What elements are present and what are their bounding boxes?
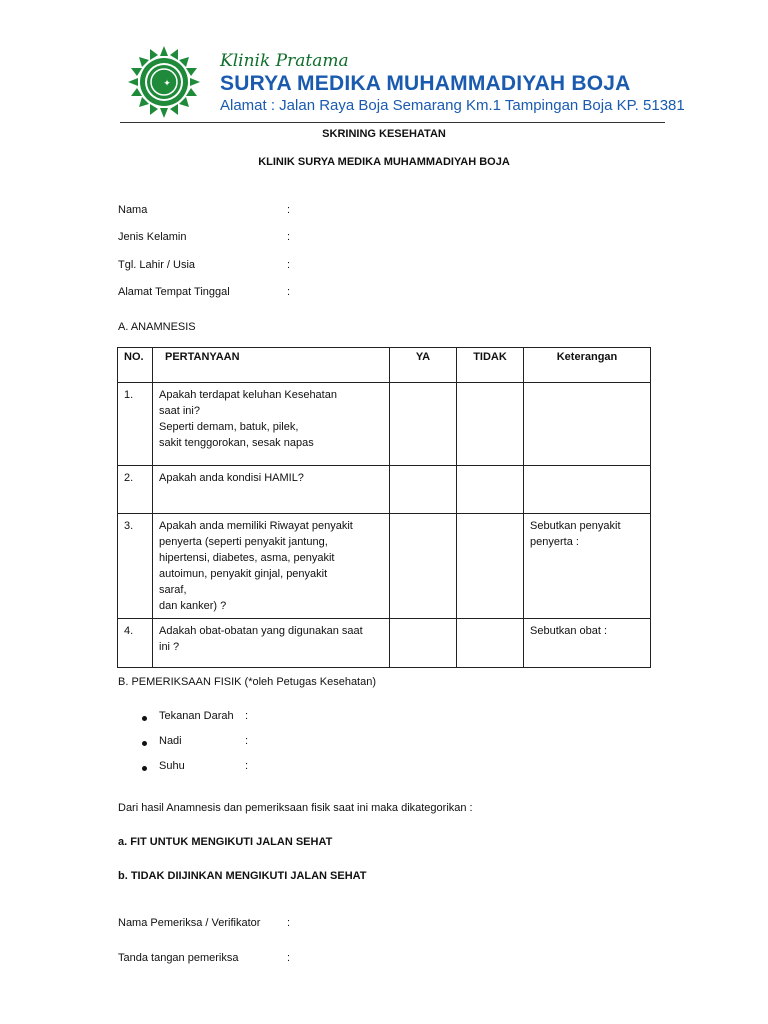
ya-cell[interactable] [390,514,457,619]
field-label-nama: Nama [118,204,148,216]
signature-label: Tanda tangan pemeriksa [118,952,239,964]
signature-colon: : [287,952,291,964]
field-label-alamat: Alamat Tempat Tinggal [118,286,230,298]
question-line: Seperti demam, batuk, pilek, [159,421,299,433]
clinic-name: SURYA MEDIKA MUHAMMADIYAH BOJA [220,72,631,95]
question-line: Apakah anda memiliki Riwayat penyakit [159,520,353,532]
field-colon: : [287,259,291,271]
question-cell [153,619,390,668]
keterangan-cell[interactable] [524,514,651,619]
examiner-label: Nama Pemeriksa / Verifikator [118,917,261,929]
page-subtitle: KLINIK SURYA MEDIKA MUHAMMADIYAH BOJA [258,156,510,168]
vital-colon: : [245,710,249,722]
keterangan-line: penyerta : [530,536,579,548]
field-label-tgl-lahir: Tgl. Lahir / Usia [118,259,196,271]
muhammadiyah-logo-icon [120,44,208,120]
tidak-cell[interactable] [457,466,524,514]
question-line: penyerta (seperti penyakit jantung, [159,536,328,548]
question-cell [153,466,390,514]
question-line: hipertensi, diabetes, asma, penyakit [159,552,335,564]
header-ya: YA [390,348,457,383]
table-row [118,514,651,619]
vital-colon: : [245,760,249,772]
row-number: 2. [118,466,153,514]
clinic-address: Alamat : Jalan Raya Boja Semarang Km.1 Tampingan Boja KP. 51381 [220,97,685,114]
tidak-cell[interactable] [457,619,524,668]
table-header-row [118,348,651,383]
keterangan-cell[interactable] [524,383,651,466]
svg-text:✦: ✦ [163,79,171,89]
question-line: autoimun, penyakit ginjal, penyakit [159,568,328,580]
bullet-icon [142,766,147,771]
vital-label-suhu: Suhu [159,760,185,772]
question-cell [153,383,390,466]
header-pertanyaan: PERTANYAAN [153,348,390,383]
bullet-icon [142,741,147,746]
question-line: saat ini? [159,405,200,417]
anamnesis-table [117,347,651,668]
question-line: saraf, [159,584,187,596]
row-number: 3. [118,514,153,619]
header-keterangan: Keterangan [524,348,651,383]
question-line: Apakah anda kondisi HAMIL? [159,472,304,484]
section-b-heading: B. PEMERIKSAAN FISIK (*oleh Petugas Kesehatan) [118,676,377,688]
question-line: Adakah obat-obatan yang digunakan saat [159,625,363,637]
keterangan-line: Sebutkan obat : [530,625,608,637]
ya-cell[interactable] [390,466,457,514]
section-a-heading: A. ANAMNESIS [118,321,196,333]
keterangan-cell[interactable] [524,466,651,514]
vital-colon: : [245,735,249,747]
field-colon: : [287,231,291,243]
vital-label-nadi: Nadi [159,735,182,747]
option-tidak-diijinkan: b. TIDAK DIIJINKAN MENGIKUTI JALAN SEHAT [118,870,367,882]
keterangan-cell[interactable] [524,619,651,668]
header-no: NO. [118,348,153,383]
row-number: 4. [118,619,153,668]
tidak-cell[interactable] [457,514,524,619]
field-colon: : [287,204,291,216]
ya-cell[interactable] [390,619,457,668]
field-label-jenis-kelamin: Jenis Kelamin [118,231,187,243]
tidak-cell[interactable] [457,383,524,466]
question-cell [153,514,390,619]
row-number: 1. [118,383,153,466]
conclusion-text: Dari hasil Anamnesis dan pemeriksaan fisik saat ini maka dikategorikan : [118,802,473,814]
vital-label-tekanan-darah: Tekanan Darah [159,710,234,722]
table-row [118,466,651,514]
header-divider [120,122,665,123]
option-fit: a. FIT UNTUK MENGIKUTI JALAN SEHAT [118,836,333,848]
page-title: SKRINING KESEHATAN [322,128,446,140]
header-tidak: TIDAK [457,348,524,383]
examiner-colon: : [287,917,291,929]
field-colon: : [287,286,291,298]
question-line: sakit tenggorokan, sesak napas [159,437,314,449]
table-row [118,383,651,466]
question-line: Apakah terdapat keluhan Kesehatan [159,389,337,401]
question-line: ini ? [159,641,180,653]
question-line: dan kanker) ? [159,600,227,612]
keterangan-line: Sebutkan penyakit [530,520,621,532]
ya-cell[interactable] [390,383,457,466]
clinic-subtitle: Klinik Pratama [220,51,349,71]
table-row [118,619,651,668]
bullet-icon [142,716,147,721]
